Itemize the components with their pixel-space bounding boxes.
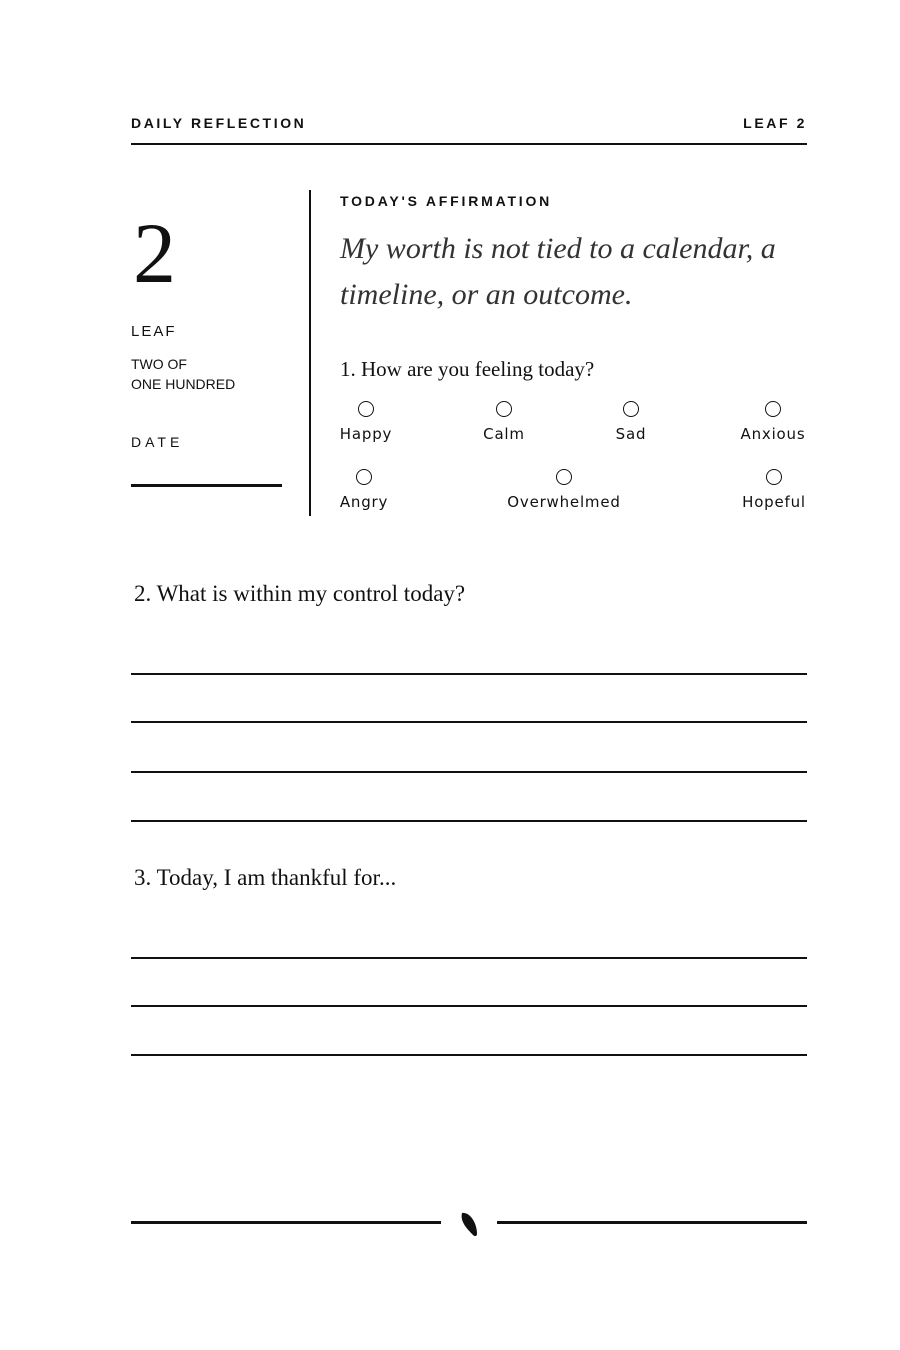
leaf-count-line2: ONE HUNDRED [131,376,236,392]
mood-label: Calm [483,425,525,443]
date-label: DATE [131,434,184,450]
header-leaf-number: LEAF 2 [743,115,807,131]
footer-rule-left [131,1221,441,1224]
writing-line[interactable] [131,771,807,773]
radio-circle-icon[interactable] [556,469,572,485]
writing-line[interactable] [131,673,807,675]
mood-label: Sad [615,425,647,443]
writing-line[interactable] [131,1054,807,1056]
leaf-number: 2 [133,205,176,301]
mood-label: Hopeful [742,493,806,511]
header-title: DAILY REFLECTION [131,115,307,131]
radio-circle-icon[interactable] [765,401,781,417]
vertical-divider [309,190,311,516]
leaf-count-line1: TWO OF [131,356,187,372]
mood-label: Overwhelmed [507,493,621,511]
mood-option-overwhelmed[interactable] [504,469,624,511]
radio-circle-icon[interactable] [356,469,372,485]
date-field-line[interactable] [131,484,282,487]
mood-option-happy[interactable] [336,401,396,443]
footer-rule-right [497,1221,807,1224]
writing-line[interactable] [131,957,807,959]
mood-option-sad[interactable] [601,401,661,443]
mood-option-hopeful[interactable] [738,469,810,511]
mood-label: Angry [339,493,389,511]
page-header [131,113,807,145]
radio-circle-icon[interactable] [623,401,639,417]
radio-circle-icon[interactable] [496,401,512,417]
affirmation-text: My worth is not tied to a calendar, a timeline, or an outcome. [340,232,776,311]
writing-line[interactable] [131,1005,807,1007]
leaf-count [131,354,235,394]
writing-line[interactable] [131,820,807,822]
radio-circle-icon[interactable] [358,401,374,417]
radio-circle-icon[interactable] [766,469,782,485]
leaf-icon [457,1209,481,1239]
question-1-prompt: 1. How are you feeling today? [340,357,595,381]
mood-option-anxious[interactable] [736,401,810,443]
question-3-prompt: 3. Today, I am thankful for... [134,865,397,890]
leaf-label: LEAF [131,323,177,340]
mood-option-angry[interactable] [334,469,394,511]
mood-label: Anxious [740,425,806,443]
mood-label: Happy [339,425,393,443]
question-2-prompt: 2. What is within my control today? [134,581,466,606]
affirmation-label: TODAY'S AFFIRMATION [340,193,553,209]
mood-option-calm[interactable] [474,401,534,443]
writing-line[interactable] [131,721,807,723]
